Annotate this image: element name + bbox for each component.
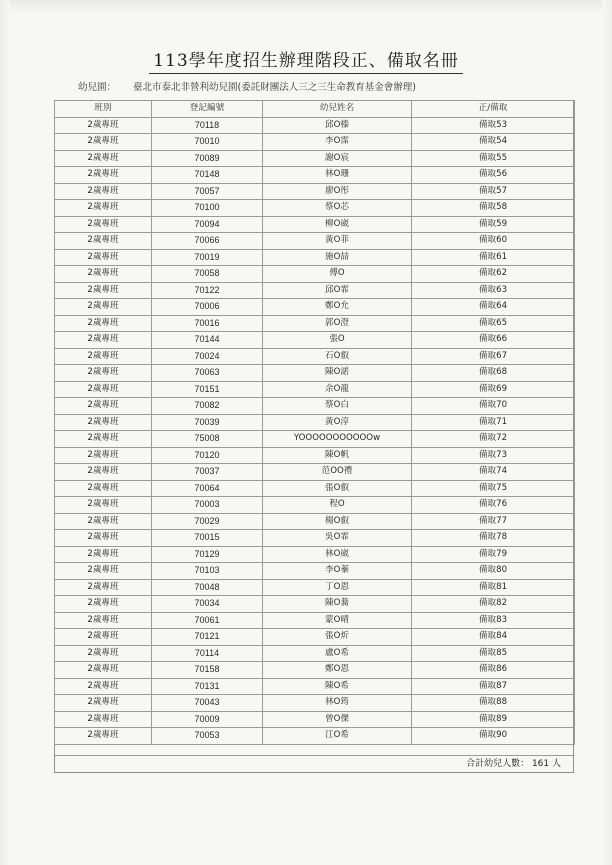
cell-status: 備取54 — [412, 134, 575, 151]
scan-speck: · — [228, 794, 230, 801]
cell-status: 備取74 — [412, 464, 575, 481]
cell-child-name: 曾O傑 — [263, 711, 412, 728]
cell-child-name: 李O蓁 — [263, 563, 412, 580]
cell-reg-number: 70089 — [152, 150, 263, 167]
cell-child-name: 江O希 — [263, 728, 412, 745]
cell-reg-number: 70003 — [152, 497, 263, 514]
header-child-name: 幼兒姓名 — [263, 101, 412, 118]
cell-class: 2歲專班 — [55, 612, 152, 629]
cell-status: 備取87 — [412, 678, 575, 695]
cell-reg-number: 70010 — [152, 134, 263, 151]
cell-child-name: YOOOOOOOOOOOw — [263, 431, 412, 448]
table-row — [55, 183, 575, 200]
cell-status: 備取78 — [412, 530, 575, 547]
cell-child-name: 張O — [263, 332, 412, 349]
cell-class: 2歲專班 — [55, 183, 152, 200]
header-class: 班別 — [55, 101, 152, 118]
cell-class: 2歲專班 — [55, 282, 152, 299]
cell-status: 備取82 — [412, 596, 575, 613]
table-row — [55, 348, 575, 365]
cell-class: 2歲專班 — [55, 563, 152, 580]
cell-status: 備取88 — [412, 695, 575, 712]
table-row — [55, 480, 575, 497]
cell-class: 2歲專班 — [55, 447, 152, 464]
cell-class: 2歲專班 — [55, 348, 152, 365]
cell-reg-number: 70158 — [152, 662, 263, 679]
cell-status: 備取67 — [412, 348, 575, 365]
cell-reg-number: 70082 — [152, 398, 263, 415]
cell-child-name: 黃O淳 — [263, 414, 412, 431]
cell-status: 備取68 — [412, 365, 575, 382]
scan-speck: · — [412, 794, 414, 801]
cell-child-name: 郭O澄 — [263, 315, 412, 332]
cell-child-name: 張O炘 — [263, 629, 412, 646]
table-row — [55, 711, 575, 728]
cell-status: 備取72 — [412, 431, 575, 448]
table-row — [55, 447, 575, 464]
table-row — [55, 662, 575, 679]
cell-reg-number: 70019 — [152, 249, 263, 266]
cell-status: 備取61 — [412, 249, 575, 266]
cell-reg-number: 70122 — [152, 282, 263, 299]
cell-reg-number: 70034 — [152, 596, 263, 613]
cell-class: 2歲專班 — [55, 414, 152, 431]
cell-reg-number: 70114 — [152, 645, 263, 662]
cell-status: 備取70 — [412, 398, 575, 415]
scan-shadow-right — [602, 0, 612, 865]
scan-shadow-left — [0, 0, 10, 865]
cell-class: 2歲專班 — [55, 266, 152, 283]
cell-class: 2歲專班 — [55, 695, 152, 712]
cell-reg-number: 70063 — [152, 365, 263, 382]
cell-reg-number: 70006 — [152, 299, 263, 316]
roster-table — [54, 100, 575, 745]
document-title-text: 113學年度招生辦理階段正、備取名冊 — [149, 51, 462, 74]
cell-class: 2歲專班 — [55, 596, 152, 613]
cell-child-name: 柳O崴 — [263, 216, 412, 233]
cell-status: 備取66 — [412, 332, 575, 349]
table-row — [55, 315, 575, 332]
cell-reg-number: 70039 — [152, 414, 263, 431]
cell-reg-number: 70024 — [152, 348, 263, 365]
table-row — [55, 150, 575, 167]
table-row — [55, 431, 575, 448]
cell-reg-number: 70009 — [152, 711, 263, 728]
cell-class: 2歲專班 — [55, 728, 152, 745]
cell-class: 2歲專班 — [55, 530, 152, 547]
cell-child-name: 范OO禮 — [263, 464, 412, 481]
cell-reg-number: 70100 — [152, 200, 263, 217]
cell-child-name: 邱O榛 — [263, 117, 412, 134]
cell-reg-number: 70103 — [152, 563, 263, 580]
cell-status: 備取62 — [412, 266, 575, 283]
table-row — [55, 365, 575, 382]
table-row — [55, 332, 575, 349]
cell-reg-number: 70057 — [152, 183, 263, 200]
table-row — [55, 299, 575, 316]
cell-child-name: 邱O霏 — [263, 282, 412, 299]
table-row — [55, 398, 575, 415]
cell-child-name: 鄭O允 — [263, 299, 412, 316]
cell-status: 備取73 — [412, 447, 575, 464]
cell-status: 備取79 — [412, 546, 575, 563]
cell-reg-number: 70129 — [152, 546, 263, 563]
cell-child-name: 陳O希 — [263, 678, 412, 695]
scan-speck: · — [64, 794, 66, 801]
table-row — [55, 414, 575, 431]
table-row — [55, 728, 575, 745]
cell-reg-number: 70144 — [152, 332, 263, 349]
cell-child-name: 楊O叡 — [263, 513, 412, 530]
header-reg-number: 登記編號 — [152, 101, 263, 118]
cell-child-name: 施O喆 — [263, 249, 412, 266]
table-row — [55, 216, 575, 233]
cell-child-name: 林O崴 — [263, 546, 412, 563]
cell-class: 2歲專班 — [55, 216, 152, 233]
cell-reg-number: 70131 — [152, 678, 263, 695]
table-row — [55, 464, 575, 481]
cell-child-name: 蒙O晴 — [263, 612, 412, 629]
scan-speck: · — [590, 794, 592, 801]
cell-reg-number: 70121 — [152, 629, 263, 646]
cell-class: 2歲專班 — [55, 645, 152, 662]
table-row — [55, 678, 575, 695]
table-row — [55, 563, 575, 580]
cell-reg-number: 70094 — [152, 216, 263, 233]
cell-child-name: 林O筠 — [263, 695, 412, 712]
table-row — [55, 233, 575, 250]
cell-status: 備取75 — [412, 480, 575, 497]
school-name: 臺北市泰北非營利幼兒園(委託財團法人三之三生命教育基金會辦理) — [133, 82, 416, 93]
scan-speck: · — [11, 794, 13, 801]
table-row — [55, 200, 575, 217]
cell-class: 2歲專班 — [55, 299, 152, 316]
cell-class: 2歲專班 — [55, 711, 152, 728]
cell-status: 備取53 — [412, 117, 575, 134]
cell-status: 備取58 — [412, 200, 575, 217]
cell-status: 備取64 — [412, 299, 575, 316]
table-row — [55, 546, 575, 563]
cell-status: 備取69 — [412, 381, 575, 398]
cell-child-name: 黃O菲 — [263, 233, 412, 250]
cell-reg-number: 70043 — [152, 695, 263, 712]
cell-reg-number: 70015 — [152, 530, 263, 547]
cell-status: 備取65 — [412, 315, 575, 332]
cell-class: 2歲專班 — [55, 167, 152, 184]
cell-class: 2歲專班 — [55, 134, 152, 151]
table-row — [55, 266, 575, 283]
cell-class: 2歲專班 — [55, 150, 152, 167]
cell-reg-number: 70148 — [152, 167, 263, 184]
cell-class: 2歲專班 — [55, 233, 152, 250]
scan-shadow-top — [0, 0, 612, 14]
cell-reg-number: 70048 — [152, 579, 263, 596]
cell-child-name: 丁O恩 — [263, 579, 412, 596]
school-label: 幼兒園： — [78, 82, 117, 93]
cell-reg-number: 70053 — [152, 728, 263, 745]
cell-status: 備取89 — [412, 711, 575, 728]
cell-status: 備取77 — [412, 513, 575, 530]
table-row — [55, 695, 575, 712]
cell-reg-number: 70058 — [152, 266, 263, 283]
cell-class: 2歲專班 — [55, 579, 152, 596]
cell-class: 2歲專班 — [55, 200, 152, 217]
cell-child-name: 李O霈 — [263, 134, 412, 151]
table-row — [55, 282, 575, 299]
cell-class: 2歲專班 — [55, 464, 152, 481]
cell-child-name: 張O叡 — [263, 480, 412, 497]
cell-class: 2歲專班 — [55, 546, 152, 563]
table-row — [55, 645, 575, 662]
cell-status: 備取71 — [412, 414, 575, 431]
cell-reg-number: 70061 — [152, 612, 263, 629]
total-count: 合計幼兒人數： 161 人 — [55, 755, 573, 772]
cell-reg-number: 70118 — [152, 117, 263, 134]
cell-class: 2歲專班 — [55, 315, 152, 332]
cell-reg-number: 75008 — [152, 431, 263, 448]
cell-child-name: 余O龍 — [263, 381, 412, 398]
cell-reg-number: 70066 — [152, 233, 263, 250]
table-row — [55, 117, 575, 134]
cell-child-name: 吳O霏 — [263, 530, 412, 547]
table-row — [55, 167, 575, 184]
cell-child-name: 陳O帆 — [263, 447, 412, 464]
cell-child-name: 鄭O恩 — [263, 662, 412, 679]
cell-class: 2歲專班 — [55, 480, 152, 497]
cell-status: 備取80 — [412, 563, 575, 580]
cell-child-name: 廖O彤 — [263, 183, 412, 200]
cell-reg-number: 70151 — [152, 381, 263, 398]
table-row — [55, 612, 575, 629]
cell-status: 備取59 — [412, 216, 575, 233]
cell-status: 備取55 — [412, 150, 575, 167]
cell-class: 2歲專班 — [55, 629, 152, 646]
cell-class: 2歲專班 — [55, 662, 152, 679]
table-row — [55, 497, 575, 514]
cell-status: 備取81 — [412, 579, 575, 596]
cell-reg-number: 70064 — [152, 480, 263, 497]
cell-child-name: 蔡O白 — [263, 398, 412, 415]
cell-child-name: 傅O — [263, 266, 412, 283]
cell-child-name: 林O珊 — [263, 167, 412, 184]
cell-status: 備取84 — [412, 629, 575, 646]
header-row — [55, 101, 575, 118]
cell-class: 2歲專班 — [55, 365, 152, 382]
table-row — [55, 579, 575, 596]
table-row — [55, 513, 575, 530]
cell-class: 2歲專班 — [55, 678, 152, 695]
cell-status: 備取60 — [412, 233, 575, 250]
cell-class: 2歲專班 — [55, 497, 152, 514]
cell-child-name: 陳O蕎 — [263, 596, 412, 613]
cell-class: 2歲專班 — [55, 332, 152, 349]
cell-child-name: 陳O諾 — [263, 365, 412, 382]
header-status: 正/備取 — [412, 101, 575, 118]
cell-reg-number: 70016 — [152, 315, 263, 332]
roster-sheet — [54, 100, 574, 773]
cell-child-name: 蔡O芯 — [263, 200, 412, 217]
cell-status: 備取90 — [412, 728, 575, 745]
table-row — [55, 381, 575, 398]
cell-class: 2歲專班 — [55, 117, 152, 134]
cell-class: 2歲專班 — [55, 398, 152, 415]
document-title — [0, 46, 612, 71]
cell-status: 備取56 — [412, 167, 575, 184]
school-line — [78, 79, 416, 93]
cell-status: 備取76 — [412, 497, 575, 514]
cell-status: 備取85 — [412, 645, 575, 662]
cell-status: 備取83 — [412, 612, 575, 629]
table-row — [55, 629, 575, 646]
cell-child-name: 程O — [263, 497, 412, 514]
cell-class: 2歲專班 — [55, 513, 152, 530]
roster-body — [55, 117, 575, 744]
table-row — [55, 134, 575, 151]
table-row — [55, 249, 575, 266]
cell-reg-number: 70037 — [152, 464, 263, 481]
cell-status: 備取86 — [412, 662, 575, 679]
table-row — [55, 530, 575, 547]
cell-child-name: 謝O宸 — [263, 150, 412, 167]
cell-reg-number: 70120 — [152, 447, 263, 464]
cell-status: 備取63 — [412, 282, 575, 299]
table-row — [55, 596, 575, 613]
cell-child-name: 盧O希 — [263, 645, 412, 662]
cell-class: 2歲專班 — [55, 381, 152, 398]
cell-class: 2歲專班 — [55, 431, 152, 448]
cell-class: 2歲專班 — [55, 249, 152, 266]
cell-child-name: 石O叡 — [263, 348, 412, 365]
cell-status: 備取57 — [412, 183, 575, 200]
cell-reg-number: 70029 — [152, 513, 263, 530]
